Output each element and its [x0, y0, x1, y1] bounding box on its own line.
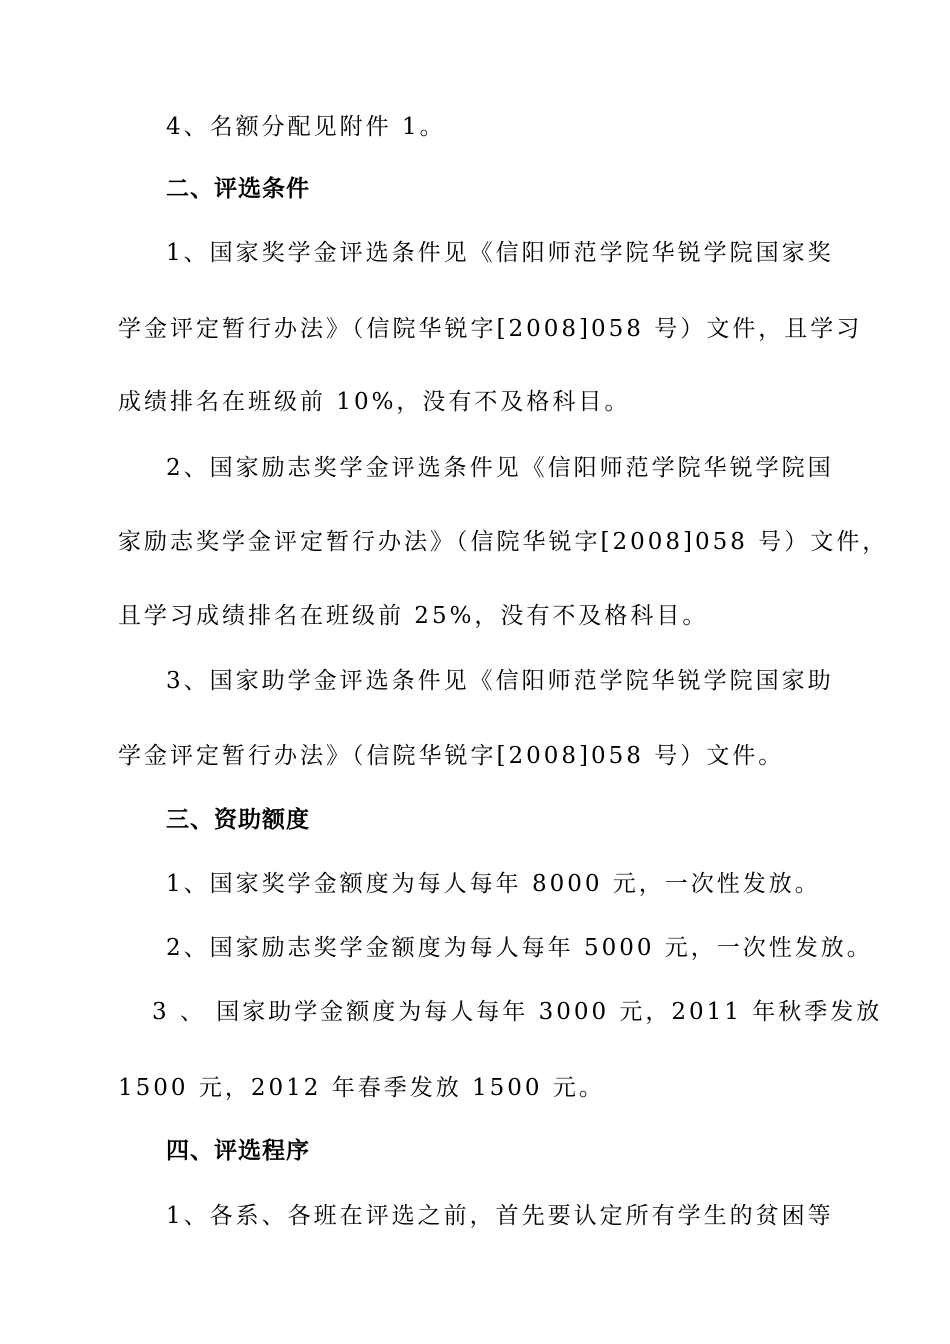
paragraph-line: 1500 元，2012 年春季发放 1500 元。	[118, 1075, 605, 1101]
paragraph-line: 1、国家奖学金额度为每人每年 8000 元，一次性发放。	[166, 871, 821, 897]
paragraph-line: 3、国家助学金评选条件见《信阳师范学院华锐学院国家助	[166, 668, 834, 694]
paragraph-line: 学金评定暂行办法》（信院华锐字[2008]058 号）文件，且学习	[118, 316, 863, 342]
section-heading: 四、评选程序	[166, 1138, 310, 1164]
paragraph-line: 2、国家励志奖学金评选条件见《信阳师范学院华锐学院国	[166, 455, 834, 481]
paragraph-line: 家励志奖学金评定暂行办法》（信院华锐字[2008]058 号）文件，	[118, 529, 889, 555]
paragraph-line: 3 、 国家助学金额度为每人每年 3000 元，2011 年秋季发放	[152, 999, 883, 1025]
paragraph-line: 4、名额分配见附件 1。	[166, 114, 446, 140]
paragraph-line: 1、国家奖学金评选条件见《信阳师范学院华锐学院国家奖	[166, 240, 834, 266]
section-heading: 二、评选条件	[166, 176, 310, 202]
paragraph-line: 1、各系、各班在评选之前，首先要认定所有学生的贫困等	[166, 1203, 834, 1229]
paragraph-line: 2、国家励志奖学金额度为每人每年 5000 元，一次性发放。	[166, 935, 873, 961]
paragraph-line: 且学习成绩排名在班级前 25%，没有不及格科目。	[118, 603, 709, 629]
section-heading: 三、资助额度	[166, 807, 310, 833]
paragraph-line: 学金评定暂行办法》（信院华锐字[2008]058 号）文件。	[118, 743, 785, 769]
paragraph-line: 成绩排名在班级前 10%，没有不及格科目。	[118, 389, 631, 415]
